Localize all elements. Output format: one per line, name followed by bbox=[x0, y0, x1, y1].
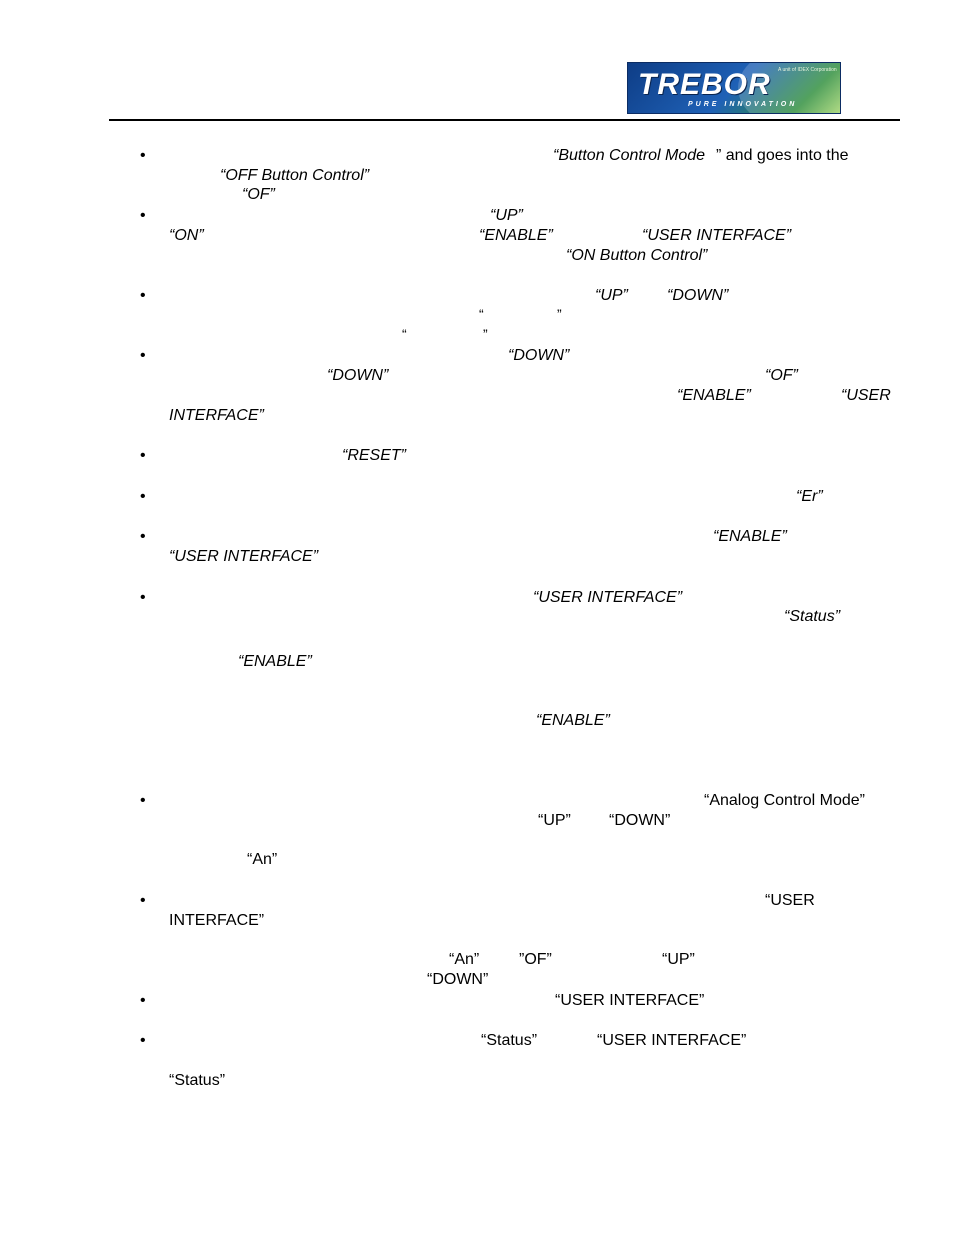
text-fragment: “USER bbox=[765, 892, 815, 909]
text-fragment: ”OF” bbox=[519, 951, 552, 968]
text-fragment: “UP” bbox=[595, 287, 628, 304]
text-fragment: “ENABLE” bbox=[479, 227, 553, 244]
text-fragment: “An” bbox=[247, 851, 278, 868]
text-fragment: “USER INTERFACE” bbox=[169, 548, 319, 565]
text-fragment: “DOWN” bbox=[667, 287, 729, 304]
logo-corp-text: A unit of IDEX Corporation bbox=[778, 67, 837, 73]
text-fragment: “UP” bbox=[662, 951, 695, 968]
trebor-logo bbox=[627, 62, 841, 114]
text-fragment: “DOWN” bbox=[508, 347, 570, 364]
text-fragment: ” bbox=[483, 326, 488, 342]
bullet-6: • bbox=[140, 488, 146, 505]
bullet-10: • bbox=[140, 892, 146, 909]
text-fragment: “OFF Button Control” bbox=[220, 167, 370, 184]
text-fragment: ” bbox=[557, 306, 562, 322]
bullet-4: • bbox=[140, 347, 146, 364]
bullet-7: • bbox=[140, 528, 146, 545]
text-fragment: “An” bbox=[449, 951, 480, 968]
text-fragment: INTERFACE” bbox=[169, 407, 264, 424]
bullet-12: • bbox=[140, 1032, 146, 1049]
text-fragment: “DOWN” bbox=[427, 971, 489, 988]
text-fragment: INTERFACE” bbox=[169, 912, 265, 929]
text-fragment: “ENABLE” bbox=[238, 653, 312, 670]
bullet-1: • bbox=[140, 147, 146, 164]
text-fragment: “ON” bbox=[169, 227, 204, 244]
text-fragment: “ON Button Control” bbox=[566, 247, 708, 264]
header-rule bbox=[109, 119, 900, 121]
text-fragment: “DOWN” bbox=[327, 367, 389, 384]
text-fragment: “USER INTERFACE” bbox=[597, 1032, 747, 1049]
text-fragment: “USER INTERFACE” bbox=[642, 227, 792, 244]
text-fragment: “Analog Control Mode” bbox=[704, 792, 865, 809]
text-fragment: “ bbox=[402, 326, 407, 342]
bullet-5: • bbox=[140, 447, 146, 464]
text-fragment: “RESET” bbox=[342, 447, 406, 464]
text-fragment: “USER INTERFACE” bbox=[533, 589, 683, 606]
text-fragment: ” and goes into the bbox=[716, 147, 849, 164]
text-fragment: “Button Control Mode bbox=[553, 147, 706, 164]
text-fragment: “Status” bbox=[169, 1072, 226, 1089]
text-fragment: “ENABLE” bbox=[713, 528, 787, 545]
text-fragment: “USER INTERFACE” bbox=[555, 992, 705, 1009]
bullet-8: • bbox=[140, 589, 146, 606]
text-fragment: “ bbox=[479, 306, 484, 322]
text-fragment: “Status” bbox=[784, 608, 841, 625]
bullet-3: • bbox=[140, 287, 146, 304]
text-fragment: “ENABLE” bbox=[677, 387, 751, 404]
text-fragment: “ENABLE” bbox=[536, 712, 610, 729]
text-fragment: “UP” bbox=[538, 812, 571, 829]
text-fragment: “DOWN” bbox=[609, 812, 671, 829]
logo-tagline: PURE INNOVATION bbox=[688, 101, 798, 108]
text-fragment: “OF” bbox=[242, 186, 275, 203]
text-fragment: “USER bbox=[841, 387, 891, 404]
text-fragment: “Er” bbox=[796, 488, 823, 505]
logo-wordmark: TREBOR bbox=[638, 68, 771, 101]
bullet-11: • bbox=[140, 992, 146, 1009]
text-fragment: “OF” bbox=[765, 367, 798, 384]
bullet-2: • bbox=[140, 207, 146, 224]
bullet-9: • bbox=[140, 792, 146, 809]
text-fragment: “Status” bbox=[481, 1032, 538, 1049]
text-fragment: “UP” bbox=[490, 207, 523, 224]
